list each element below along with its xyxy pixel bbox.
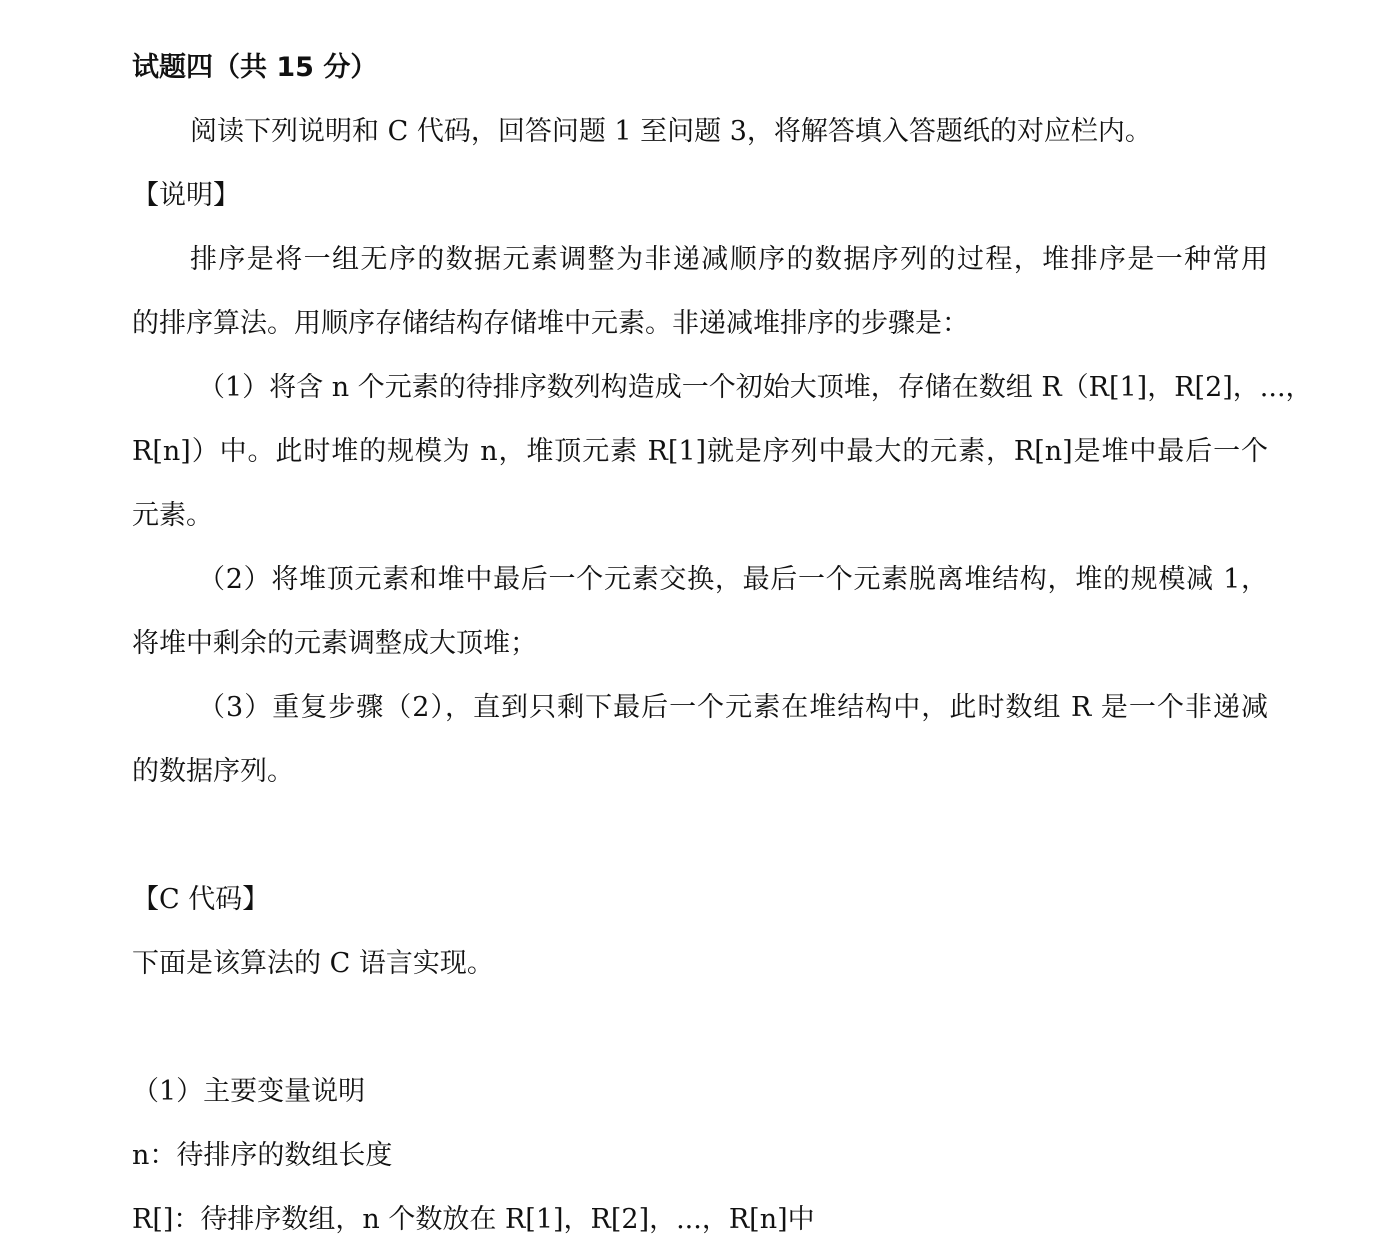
step-2-line: （2）将堆顶元素和堆中最后一个元素交换，最后一个元素脱离堆结构，堆的规模减 1， xyxy=(198,564,1268,595)
step-3-line: 的数据序列。 xyxy=(132,756,294,787)
description-heading: 【说明】 xyxy=(132,180,240,211)
variable-r-description: R[]：待排序数组，n 个数放在 R[1]，R[2]，...，R[n]中 xyxy=(132,1204,815,1235)
question-title: 试题四（共 15 分） xyxy=(132,52,378,83)
code-section-heading: 【C 代码】 xyxy=(132,884,270,915)
step-1-line: 元素。 xyxy=(132,500,213,531)
variables-heading: （1）主要变量说明 xyxy=(132,1076,366,1107)
description-paragraph-line: 排序是将一组无序的数据元素调整为非递减顺序的数据序列的过程，堆排序是一种常用 xyxy=(190,244,1268,275)
step-1-line: （1）将含 n 个元素的待排序数列构造成一个初始大顶堆，存储在数组 R（R[1]，R[2]，...， xyxy=(198,372,1313,403)
step-3-line: （3）重复步骤（2），直到只剩下最后一个元素在堆结构中，此时数组 R 是一个非递减 xyxy=(198,692,1268,723)
step-2-line: 将堆中剩余的元素调整成大顶堆； xyxy=(132,628,537,659)
question-instruction: 阅读下列说明和 C 代码，回答问题 1 至问题 3，将解答填入答题纸的对应栏内。 xyxy=(190,116,1152,147)
variable-n-description: n：待排序的数组长度 xyxy=(132,1140,393,1171)
description-paragraph-line: 的排序算法。用顺序存储结构存储堆中元素。非递减堆排序的步骤是： xyxy=(132,308,969,339)
code-section-intro: 下面是该算法的 C 语言实现。 xyxy=(132,948,494,979)
step-1-line: R[n]）中。此时堆的规模为 n，堆顶元素 R[1]就是序列中最大的元素，R[n]是堆中最后一个 xyxy=(132,436,1268,467)
